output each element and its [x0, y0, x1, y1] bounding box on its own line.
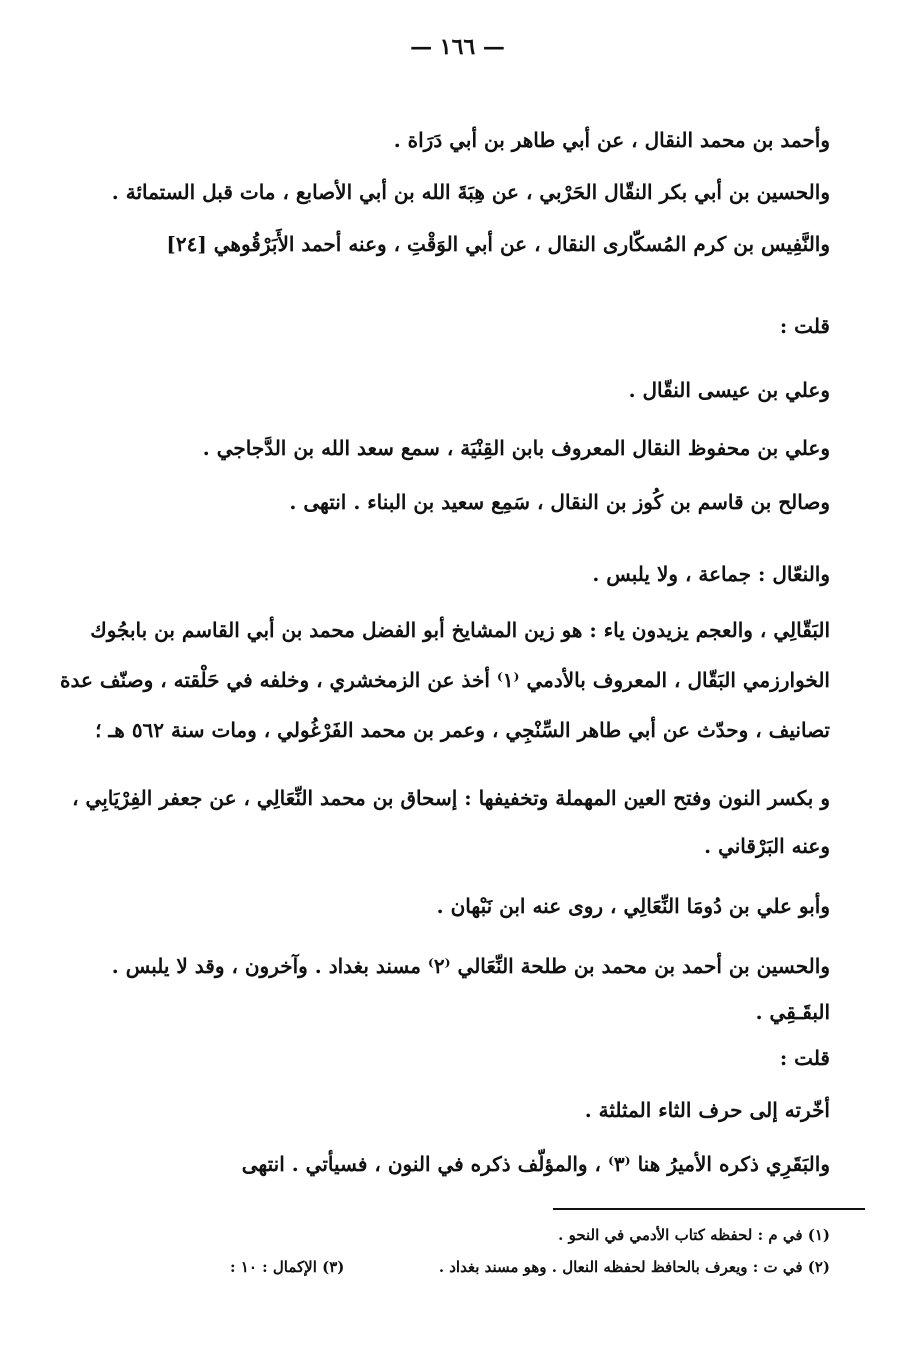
- text-line-11: تصانيف ، وحدّث عن أبي طاهر السِّنْجِي ، وعمر بن محمد الفَرْغُولي ، ومات سنة ٥٦٢ هـ ؛: [95, 718, 830, 742]
- text-line-4: قلت :: [779, 314, 830, 338]
- text-line-9: البَقّالِي ، والعجم يزيدون ياء : هو زين المشايخ أبو الفضل محمد بن أبي القاسم بن بابجُوك: [90, 618, 830, 642]
- text-line-6: وعلي بن محفوظ النقال المعروف بابن القِنْيَة ، سمع سعد الله بن الدَّجاجي .: [202, 436, 830, 460]
- text-line-8: والنعّال : جماعة ، ولا يلبس .: [592, 562, 830, 586]
- text-line-14: وأبو علي بن دُومَا النِّعَالِي ، روى عنه ابن نَبْهان .: [436, 894, 830, 918]
- text-line-3: والنَّفِيس بن كرم المُسكّارى النقال ، عن أبي الوَقْتِ ، وعنه أحمد الأَبَرْقُوهي [٢٤]: [166, 232, 830, 256]
- footnote-divider: [553, 1208, 865, 1210]
- footnote-row-2: [230, 1258, 830, 1276]
- footnote-1: (١) في م : لحفظه كتاب الأدمي في النحو .: [558, 1226, 830, 1244]
- text-line-19: والبَقَرِي ذكره الأميرُ هنا ⁽٣⁾ ، والمؤلّف ذكره في النون ، فسيأتي . انتهى: [241, 1152, 830, 1176]
- text-line-5: وعلي بن عيسى النقّال .: [628, 378, 830, 402]
- text-line-1: وأحمد بن محمد النقال ، عن أبي طاهر بن أبي دَرَاة .: [393, 128, 830, 152]
- text-line-16: البقَـقِي .: [755, 1000, 830, 1024]
- text-line-15: والحسين بن أحمد بن محمد بن طلحة النِّعَالي ⁽٢⁾ مسند بغداد . وآخرون ، وقد لا يلبس .: [111, 954, 830, 978]
- text-line-13: وعنه البَرْقاني .: [704, 834, 830, 858]
- text-line-12: و بكسر النون وفتح العين المهملة وتخفيفها : إسحاق بن محمد النِّعَالِي ، عن جعفر الفِرْيَابِي ،: [72, 786, 830, 810]
- page-number: — ١٦٦ —: [410, 34, 505, 60]
- footnote-3: (٣) الإكمال : ١٠ :: [230, 1258, 345, 1276]
- text-line-7: وصالح بن قاسم بن كُوز بن النقال ، سَمِع سعيد بن البناء . انتهى .: [289, 490, 830, 514]
- text-line-17: قلت :: [779, 1046, 830, 1070]
- text-line-2: والحسين بن أبي بكر النقّال الحَرْبي ، عن هِبَةَ الله بن أبي الأصابع ، مات قبل الستمائة .: [111, 180, 830, 204]
- footnote-2: (٢) في ت : ويعرف بالحافظ لحفظه النعال . وهو مسند بغداد .: [438, 1258, 830, 1276]
- text-line-18: أخّرته إلى حرف الثاء المثلثة .: [584, 1098, 830, 1122]
- text-line-10: الخوارزمي البَقّال ، المعروف بالأدمي ⁽١⁾ أخذ عن الزمخشري ، وخلفه في حَلْقته ، وصنّف عدة: [60, 668, 830, 692]
